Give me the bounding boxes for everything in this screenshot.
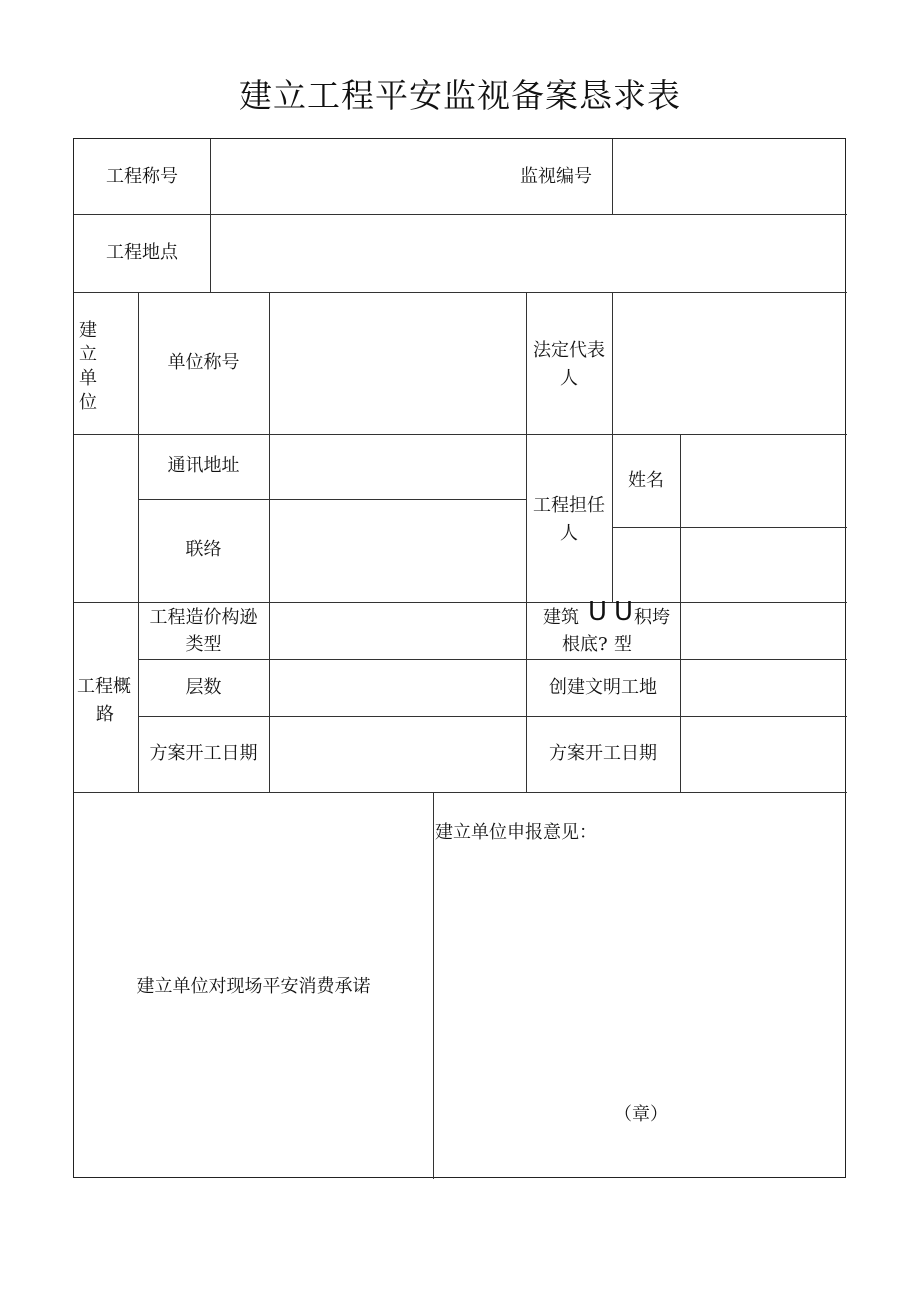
building-area-label-cont: 积垮 xyxy=(634,607,670,628)
declaration-opinion-label: 建立单位申报意见： xyxy=(435,822,597,843)
unit-name-label: 单位称号 xyxy=(167,352,240,373)
manager-contact-field[interactable] xyxy=(681,528,846,601)
unit-name-field[interactable] xyxy=(270,293,525,433)
page-title: 建立工程平安监视备案恳求表 xyxy=(239,76,681,115)
cost-structure-label: 工程造价构逊 xyxy=(149,607,258,628)
planned-start-date-label: 方案开工日期 xyxy=(149,743,258,764)
project-location-label: 工程地点 xyxy=(106,242,178,263)
seal-label: （章） xyxy=(614,1104,668,1125)
legal-representative-label: 法定代表 xyxy=(533,340,605,361)
address-field[interactable] xyxy=(270,435,525,498)
manager-name-field[interactable] xyxy=(681,435,846,526)
builder-label-char: 立 xyxy=(79,344,97,365)
address-label: 通讯地址 xyxy=(167,455,240,476)
project-name-field[interactable] xyxy=(211,140,611,213)
planned-start-date-label-2: 方案开工日期 xyxy=(549,743,657,764)
builder-label-char: 单 xyxy=(79,368,97,389)
civilized-site-field[interactable] xyxy=(681,660,846,715)
project-overview-label: 工程概 xyxy=(77,676,131,697)
floors-label: 层数 xyxy=(185,677,222,698)
project-manager-label: 工程担任 xyxy=(533,495,605,516)
builder-label-char: 建 xyxy=(79,320,97,341)
foundation-type-label-cont: 型 xyxy=(614,634,632,655)
contact-field[interactable] xyxy=(270,500,525,601)
floors-field[interactable] xyxy=(270,660,525,715)
supervision-number-field[interactable] xyxy=(613,140,846,213)
person-name-label: 姓名 xyxy=(628,470,664,491)
building-area-label: 建筑 xyxy=(543,607,579,628)
foundation-type-label: 根底? xyxy=(562,634,608,655)
planned-start-date-field-2[interactable] xyxy=(681,717,846,791)
legal-representative-field[interactable] xyxy=(613,293,846,433)
project-overview-label-cont: 路 xyxy=(96,704,114,725)
cost-structure-label-cont: 类型 xyxy=(185,634,222,655)
builder-label-char: 位 xyxy=(79,392,97,413)
project-location-field[interactable] xyxy=(211,215,846,291)
legal-representative-label-cont: 人 xyxy=(560,368,578,389)
safety-commitment-area[interactable] xyxy=(75,793,432,1178)
declaration-opinion-area[interactable] xyxy=(434,851,846,1101)
garbled-glyph: U xyxy=(614,597,634,627)
garbled-glyph: U xyxy=(588,597,608,627)
planned-start-date-field[interactable] xyxy=(270,717,525,791)
building-area-field[interactable] xyxy=(681,603,846,658)
supervision-number-label: 监视编号 xyxy=(520,166,592,187)
project-name-label: 工程称号 xyxy=(106,166,178,187)
project-manager-label-cont: 人 xyxy=(560,523,578,544)
civilized-site-label: 创建文明工地 xyxy=(549,677,657,698)
application-form-table xyxy=(73,138,846,1178)
safety-commitment-label: 建立单位对现场平安消费承诺 xyxy=(136,976,371,997)
contact-label: 联络 xyxy=(185,539,222,560)
cost-structure-field[interactable] xyxy=(270,603,525,658)
